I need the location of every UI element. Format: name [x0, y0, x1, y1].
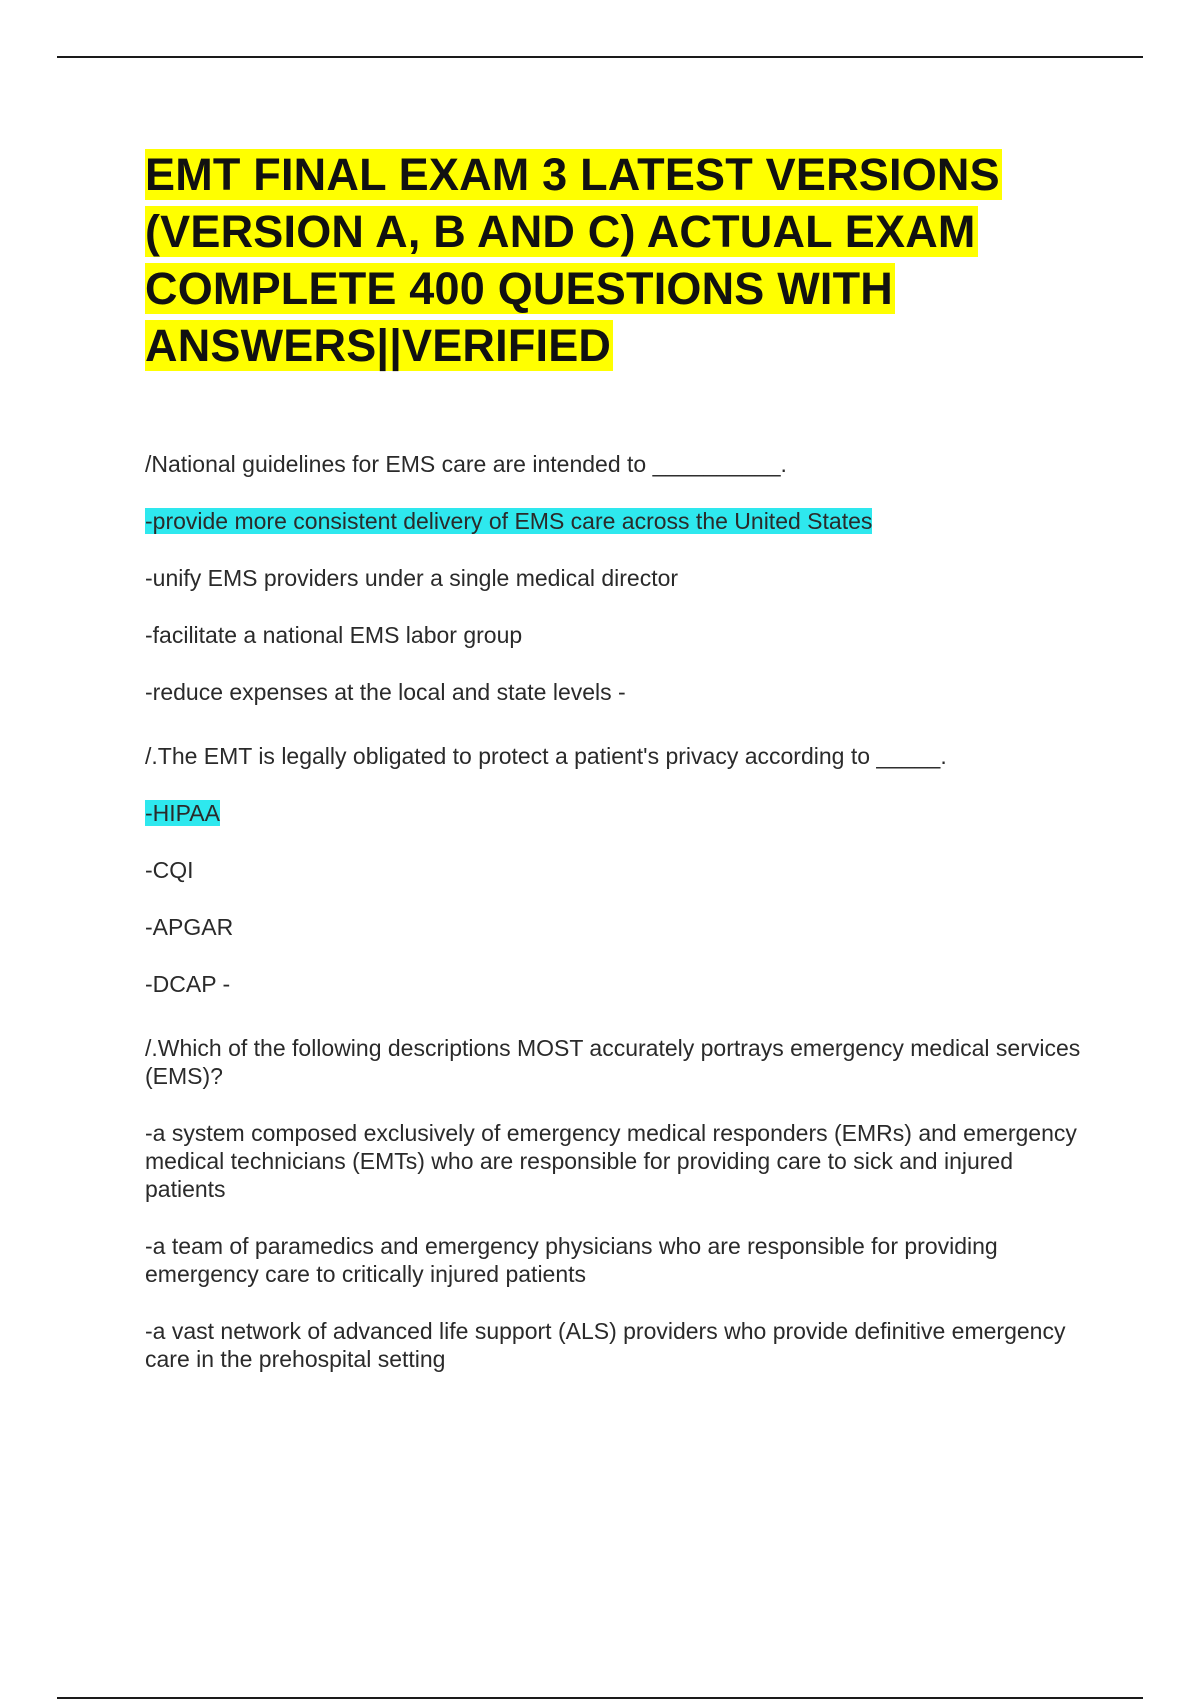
question-1 [145, 450, 1085, 706]
top-divider [57, 56, 1143, 58]
question-stem: /National guidelines for EMS care are intended to __________. [145, 451, 787, 477]
question-stem: /.The EMT is legally obligated to protect a patient's privacy according to _____. [145, 743, 947, 769]
answer-option: -a team of paramedics and emergency physicians who are responsible for providing emergency care to critically injured patients [145, 1233, 998, 1287]
bottom-divider [57, 1697, 1143, 1699]
answer-option: -unify EMS providers under a single medical director [145, 565, 679, 591]
answer-option: -a system composed exclusively of emergency medical responders (EMRs) and emergency medical technicians (EMTs) who are responsible for providing care to sick and injured patients [145, 1120, 1077, 1202]
question-3 [145, 1034, 1085, 1373]
answer-option: -a vast network of advanced life support (ALS) providers who provide definitive emergency care in the prehospital setting [145, 1318, 1066, 1372]
document-title [145, 146, 1085, 374]
title-highlight: EMT FINAL EXAM 3 LATEST VERSIONS (VERSION A, B AND C) ACTUAL EXAM COMPLETE 400 QUESTIONS WITH ANSWERS||VERIFIED [145, 149, 1000, 371]
answer-option [145, 507, 1085, 535]
answer-option: -facilitate a national EMS labor group [145, 622, 523, 648]
question-list [145, 450, 1085, 1373]
answer-option: -APGAR [145, 914, 234, 940]
answer-option [145, 799, 1085, 827]
document-body [145, 146, 1085, 1409]
question-stem: /.Which of the following descriptions MOST accurately portrays emergency medical services (EMS)? [145, 1035, 1081, 1089]
answer-option: -DCAP - [145, 971, 231, 997]
correct-answer-highlight: -HIPAA [145, 800, 220, 826]
answer-option: -CQI [145, 857, 194, 883]
question-2 [145, 742, 1085, 998]
answer-option: -reduce expenses at the local and state levels - [145, 679, 626, 705]
correct-answer-highlight: -provide more consistent delivery of EMS care across the United States [145, 508, 873, 534]
